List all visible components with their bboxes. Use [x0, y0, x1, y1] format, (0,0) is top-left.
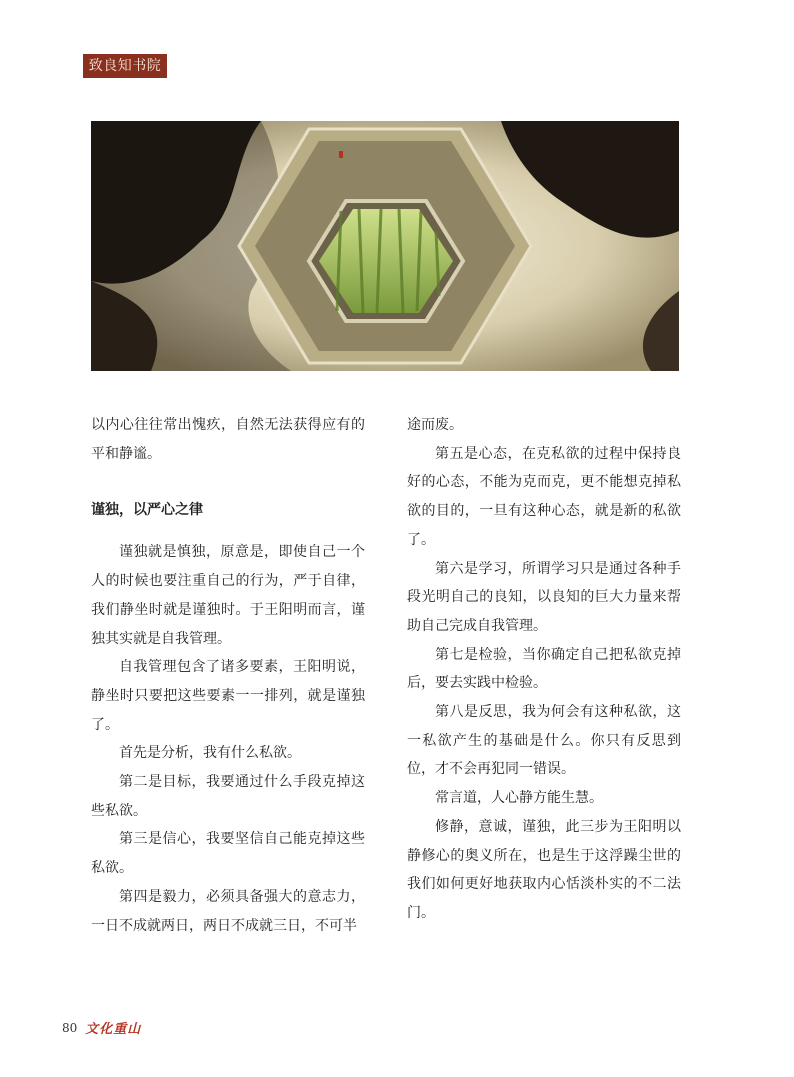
body-paragraph: 第八是反思，我为何会有这种私欲，这一私欲产生的基础是什么。你只有反思到位，才不会再犯同一错误。 — [407, 704, 681, 778]
body-paragraph: 第六是学习，所谓学习只是通过各种手段光明自己的良知，以良知的巨大力量来帮助自己完成自我管理。 — [407, 560, 681, 634]
right-column — [407, 411, 681, 928]
intro-paragraph: 以内心往往常出愧疚，自然无法获得应有的平和静谧。 — [91, 417, 365, 462]
magazine-logo: 文化重山 — [85, 1022, 142, 1037]
body-paragraph: 第四是毅力，必须具备强大的意志力，一日不成就两日，两日不成就三日，不可半 — [91, 888, 365, 934]
section-tag: 致良知书院 — [83, 54, 167, 78]
body-paragraph: 第二是目标，我要通过什么手段克掉这些私欲。 — [91, 774, 365, 819]
body-paragraph: 第五是心态，在克私欲的过程中保持良好的心态，不能为克而克，更不能想克掉私欲的目的，一旦有这种心态，就是新的私欲了。 — [407, 445, 681, 548]
body-paragraph: 常言道，人心静方能生慧。 — [435, 790, 603, 807]
page-number: 80 — [62, 1020, 78, 1035]
body-paragraph: 第七是检验，当你确定自己把私欲克掉后，要去实践中检验。 — [407, 646, 681, 692]
body-paragraph: 首先是分析，我有什么私欲。 — [119, 745, 301, 762]
page-footer — [62, 1018, 141, 1037]
section-heading: 谨独，以严心之律 — [91, 502, 203, 519]
body-paragraph: 自我管理包含了诸多要素，王阳明说，静坐时只要把这些要素一一排列，就是谨独了。 — [91, 659, 365, 733]
left-column — [91, 411, 365, 940]
body-paragraph: 谨独就是慎独，原意是，即使自己一个人的时候也要注重自己的行为，严于自律，我们静坐时就是谨独时。于王阳明而言，谨独其实就是自我管理。 — [91, 544, 365, 647]
continuation-paragraph: 途而废。 — [407, 417, 463, 433]
hexagon-window-photo — [91, 121, 679, 371]
body-paragraph: 修静，意诚，谨独，此三步为王阳明以静修心的奥义所在，也是生于这浮躁尘世的我们如何更好地获取内心恬淡朴实的不二法门。 — [407, 818, 681, 921]
body-paragraph: 第三是信心，我要坚信自己能克掉这些私欲。 — [91, 831, 365, 877]
